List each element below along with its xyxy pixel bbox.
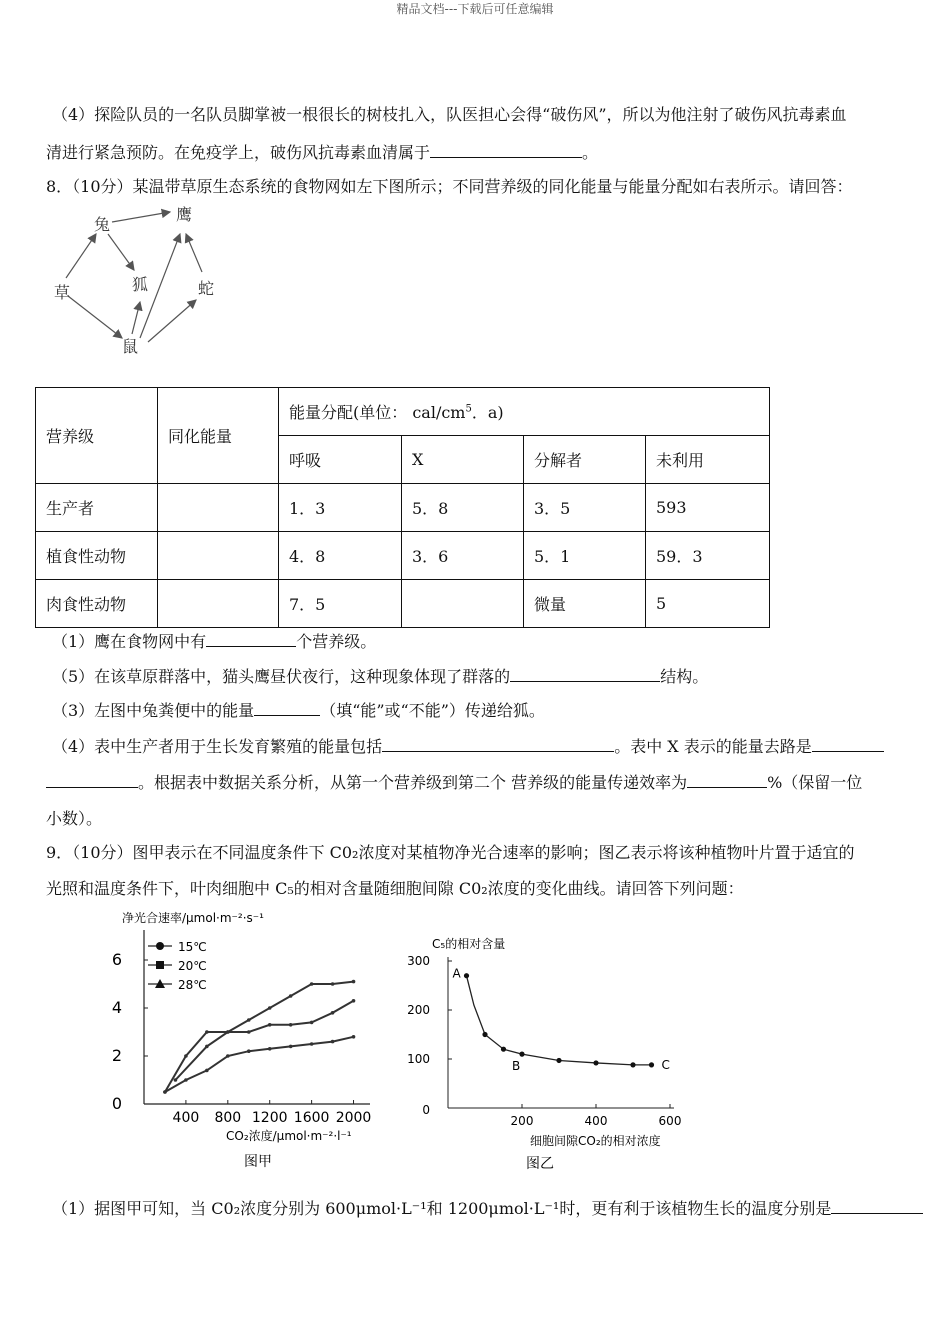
answer-blank[interactable] [687,773,767,788]
header-cell: 未利用 [646,436,770,484]
table-cell: 5 [646,580,770,628]
data-point [649,1062,654,1067]
node-rabbit: 兔 [94,215,111,234]
header-level: 营养级 [36,388,158,484]
data-point [289,1023,293,1027]
header-alloc: 能量分配(单位： cal/$cm^5$．a) [279,388,770,436]
legend-label: 20℃ [178,959,207,973]
q8-sub4-end: 小数）。 [46,809,103,828]
data-point [519,1052,524,1057]
answer-blank[interactable] [382,737,614,752]
data-point [501,1047,506,1052]
legend-marker-square [156,961,164,969]
q7-4-line1: （4）探险队员的一名队员脚掌被一根很长的树枝扎入，队医担心会得“破伤风”，所以为他注射了破伤风抗毒素血 [52,105,847,124]
q8-sub4-cont: 。根据表中数据关系分析，从第一个营养级到第二个 营养级的能量传递效率为 %（保留一位 [46,770,862,793]
header-cell: 分解者 [524,436,646,484]
legend-label: 28℃ [178,978,207,992]
series-line-2 [165,1037,354,1092]
data-point [226,1030,230,1034]
data-point [331,982,335,986]
table-cell: 生产者 [36,484,158,532]
answer-blank[interactable] [831,1199,923,1214]
series-line-3 [175,982,353,1080]
table-cell: 3．6 [402,532,524,580]
data-point [289,994,293,998]
x-tick-label: 1600 [293,1110,330,1126]
table-cell: 59．3 [646,532,770,580]
data-point [205,1069,209,1073]
chart-yi [400,930,700,1175]
node-grass: 草 [54,283,71,302]
q8-sub1: （1）鹰在食物网中有 个营养级。 [52,632,377,651]
data-point [268,1006,272,1010]
node-fox: 狐 [132,275,149,294]
q8-intro: 8．（10分）某温带草原生态系统的食物网如左下图所示；不同营养级的同化能量与能量分配如右表所示。请回答： [46,177,853,196]
data-point [247,1018,251,1022]
page-header: 精品文档---下载后可任意编辑 [396,2,554,16]
table-cell: 微量 [524,580,646,628]
data-point [593,1060,598,1065]
table-cell: 7．5 [279,580,402,628]
data-point [310,1042,314,1046]
data-point [310,982,314,986]
chart-jia-ylabel: 净光合速率/μmol·m⁻²·s⁻¹ [122,911,264,925]
q9-line2: 光照和温度条件下，叶肉细胞中 C₅的相对含量随细胞间隙 C0₂浓度的变化曲线。请回答下列问题： [46,879,744,898]
arrow-grass-rabbit [66,234,96,278]
table-cell: 肉食性动物 [36,580,158,628]
x-tick-label: 200 [510,1114,534,1128]
header-cell: X [402,436,524,484]
x-tick-label: 400 [584,1114,608,1128]
arrow-rabbit-fox [108,234,134,270]
chart-yi-ylabel: C₅的相对含量 [432,937,506,951]
table-cell [158,532,279,580]
x-tick-label: 600 [658,1114,682,1128]
table-row [36,484,770,532]
data-point [184,1078,188,1082]
data-point [205,1030,209,1034]
data-point [289,1045,293,1049]
y-tick-label: 0 [422,1103,430,1117]
c5-curve [467,976,652,1065]
data-point [352,1035,356,1039]
answer-blank[interactable] [812,737,884,752]
data-point [630,1062,635,1067]
data-point [556,1058,561,1063]
header-assim: 同化能量 [158,388,279,484]
point-label-b: B [512,1059,521,1074]
q9-sub1: （1）据图甲可知，当 C0₂浓度分别为 600μmol·L⁻¹和 1200μmol·L⁻¹时，更有利于该植物生长的温度分别是 [52,1196,923,1219]
chart-jia [100,908,390,1178]
node-mouse: 鼠 [122,337,139,356]
arrow-rabbit-eagle [112,212,170,222]
data-point [482,1032,487,1037]
q7-4-line2: 清进行紧急预防。在免疫学上，破伤风抗毒素血清属于 。 [46,143,599,162]
data-point [247,1030,251,1034]
data-point [352,999,356,1003]
node-snake: 蛇 [198,279,215,298]
data-point [205,1045,209,1049]
point-label-a: A [452,966,461,981]
table-row [36,580,770,628]
table-cell: 3．5 [524,484,646,532]
x-tick-label: 1200 [251,1110,288,1126]
q8-sub5: （5）在该草原群落中，猫头鹰昼伏夜行，这种现象体现了群落的 结构。 [52,667,709,686]
chart-jia-xlabel: CO₂浓度/μmol·m⁻²·l⁻¹ [226,1129,352,1143]
table-row [36,388,770,436]
table-cell: 4．8 [279,532,402,580]
chart-jia-title: 图甲 [244,1154,272,1170]
data-point [226,1054,230,1058]
answer-blank[interactable] [46,773,138,788]
x-tick-label: 800 [214,1110,242,1126]
answer-blank[interactable] [510,667,660,682]
data-point [331,1040,335,1044]
data-point [174,1078,178,1082]
node-eagle: 鹰 [176,205,193,224]
y-tick-label: 6 [111,950,122,969]
q9-line1: 9．（10分）图甲表示在不同温度条件下 C0₂浓度对某植物净光合速率的影响；图乙表示将该种植物叶片置于适宜的 [46,843,855,862]
table-cell [158,484,279,532]
legend-label: 15℃ [178,940,207,954]
point-label-c: C [661,1057,670,1072]
table-cell: 5．8 [402,484,524,532]
chart-yi-title: 图乙 [526,1156,554,1172]
chart-yi-xlabel: 细胞间隙CO₂的相对浓度 [530,1134,661,1148]
table-cell: 植食性动物 [36,532,158,580]
energy-table [35,387,770,628]
data-point [247,1049,251,1053]
data-point [268,1047,272,1051]
data-point [331,1011,335,1015]
answer-blank[interactable] [254,701,320,716]
food-web-diagram [44,200,234,360]
y-tick-label: 100 [407,1052,430,1066]
y-tick-label: 2 [111,1046,122,1065]
arrow-mouse-snake [148,300,196,342]
arrow-snake-eagle [186,234,202,272]
data-point [163,1090,167,1094]
table-cell [158,580,279,628]
header-cell: 呼吸 [279,436,402,484]
data-point [352,980,356,984]
table-cell: 5．1 [524,532,646,580]
y-tick-label: 300 [407,954,430,968]
legend-marker-circle [156,942,164,950]
table-row [36,532,770,580]
q8-sub4: （4）表中生产者用于生长发育繁殖的能量包括 。表中 X 表示的能量去路是 [52,734,884,757]
y-tick-label: 4 [111,998,122,1017]
y-tick-label: 200 [407,1003,430,1017]
data-point [464,973,469,978]
table-cell: 1．3 [279,484,402,532]
table-cell: 593 [646,484,770,532]
x-tick-label: 400 [172,1110,200,1126]
data-point [310,1021,314,1025]
q8-sub3: （3）左图中兔粪便中的能量 （填“能”或“不能”）传递给狐。 [52,701,545,720]
data-point [184,1054,188,1058]
table-cell [402,580,524,628]
y-tick-label: 0 [111,1094,122,1113]
arrow-mouse-fox [132,302,140,334]
x-tick-label: 2000 [335,1110,372,1126]
data-point [268,1023,272,1027]
answer-blank[interactable] [430,143,582,158]
answer-blank[interactable] [206,632,296,647]
arrow-grass-mouse [68,296,122,338]
